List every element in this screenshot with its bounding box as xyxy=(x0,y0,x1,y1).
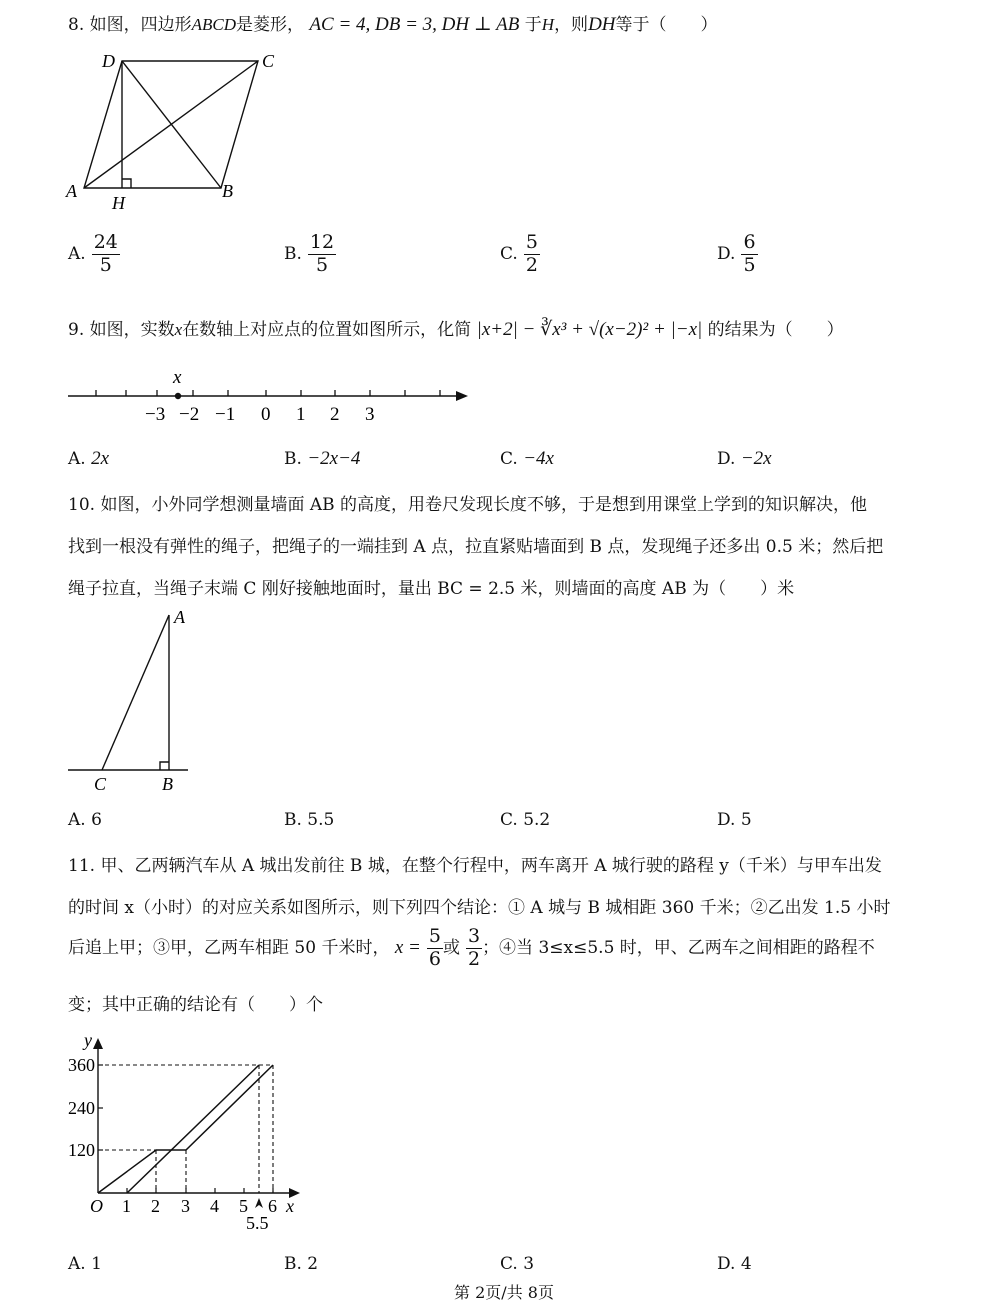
q11-line-1: 11. 甲、乙两辆汽车从 A 城出发前往 B 城，在整个行程中，两车离开 A 城行驶的路程 y（千米）与甲车出发 xyxy=(68,856,882,876)
q8-option-c[interactable]: C. $\frac{5}{2}$ xyxy=(500,231,538,276)
svg-text:120: 120 xyxy=(68,1140,95,1160)
label-a: A xyxy=(174,607,185,627)
q11-line-3: 后追上甲；③甲，乙两车相距 50 千米时， x = $\frac{5}{6}$ 或 $\frac{3}{2}$ ；④当 3≤x≤5.5 时，甲、乙两车之间相距的路程不 xyxy=(68,925,875,970)
svg-text:240: 240 xyxy=(68,1098,95,1118)
point-x-label: x xyxy=(173,367,182,388)
q11-option-d[interactable]: D. 4 xyxy=(717,1254,752,1274)
label-c: C xyxy=(94,774,107,794)
q8-stem: 8. 如图，四边形ABCD是菱形， AC = 4, DB = 3, DH ⊥ AB 于H，则DH等于（ ） xyxy=(68,14,718,35)
q10-option-c[interactable]: C. 5.2 xyxy=(500,810,551,830)
svg-text:5: 5 xyxy=(239,1196,248,1216)
q11-line-4: 变；其中正确的结论有（ ）个 xyxy=(68,995,323,1015)
svg-text:−1: −1 xyxy=(215,404,236,425)
q8-option-a[interactable]: A. $\frac{24}{5}$ xyxy=(68,231,118,276)
q10-line-2: 找到一根没有弹性的绳子，把绳子的一端挂到 A 点，拉直紧贴墙面到 B 点，发现绳子还多出 0.5 米；然后把 xyxy=(68,537,884,557)
svg-text:3: 3 xyxy=(181,1196,190,1216)
svg-text:O: O xyxy=(90,1196,103,1216)
svg-text:−3: −3 xyxy=(145,404,166,425)
q9-option-b[interactable]: B. −2x−4 xyxy=(284,448,361,469)
svg-text:1: 1 xyxy=(296,404,306,425)
svg-text:−2: −2 xyxy=(179,404,200,425)
label-c: C xyxy=(262,51,275,71)
label-b: B xyxy=(162,774,173,794)
svg-text:360: 360 xyxy=(68,1055,95,1075)
q9-option-d[interactable]: D. −2x xyxy=(717,448,772,469)
wall-rope-figure xyxy=(60,605,210,800)
svg-text:6: 6 xyxy=(268,1196,277,1216)
distance-time-graph xyxy=(60,1030,320,1235)
svg-text:1: 1 xyxy=(122,1196,131,1216)
label-b: B xyxy=(222,181,233,201)
car-yi-line xyxy=(127,1065,259,1193)
q10-line-1: 10. 如图，小外同学想测量墙面 AB 的高度，用卷尺发现长度不够，于是想到用课堂上学到的知识解决，他 xyxy=(68,495,868,515)
label-d: D xyxy=(102,51,115,71)
svg-text:4: 4 xyxy=(210,1196,219,1216)
svg-text:x: x xyxy=(286,1196,294,1216)
label-h: H xyxy=(112,193,125,213)
q9-stem: 9. 如图，实数x在数轴上对应点的位置如图所示，化简 |x+2| − ∛x³ + √(x−2)² + |−x| 的结果为（ ） xyxy=(68,319,844,340)
svg-text:2: 2 xyxy=(151,1196,160,1216)
rhombus-figure xyxy=(60,45,300,220)
q10-option-a[interactable]: A. 6 xyxy=(68,810,102,830)
svg-text:3: 3 xyxy=(365,404,375,425)
q11-line-2: 的时间 x（小时）的对应关系如图所示，则下列四个结论：① A 城与 B 城相距 360 千米；②乙出发 1.5 小时 xyxy=(68,898,891,918)
q11-option-b[interactable]: B. 2 xyxy=(284,1254,319,1274)
q10-line-3: 绳子拉直，当绳子末端 C 刚好接触地面时，量出 BC = 2.5 米，则墙面的高度 AB 为（ ）米 xyxy=(68,579,795,599)
q9-option-c[interactable]: C. −4x xyxy=(500,448,554,469)
q11-option-a[interactable]: A. 1 xyxy=(68,1254,102,1274)
label-a: A xyxy=(66,181,77,201)
q9-option-a[interactable]: A. 2x xyxy=(68,448,110,469)
svg-text:2: 2 xyxy=(330,404,340,425)
q10-option-b[interactable]: B. 5.5 xyxy=(284,810,335,830)
q10-option-d[interactable]: D. 5 xyxy=(717,810,752,830)
number-line xyxy=(60,365,480,430)
point-x xyxy=(175,393,181,399)
page-footer: 第 2页/共 8页 xyxy=(454,1283,554,1302)
svg-text:y: y xyxy=(84,1030,92,1050)
svg-text:0: 0 xyxy=(261,404,271,425)
q11-option-c[interactable]: C. 3 xyxy=(500,1254,535,1274)
svg-text:5.5: 5.5 xyxy=(246,1213,269,1233)
q8-option-b[interactable]: B. $\frac{12}{5}$ xyxy=(284,231,335,276)
q8-option-d[interactable]: D. $\frac{6}{5}$ xyxy=(717,231,756,276)
